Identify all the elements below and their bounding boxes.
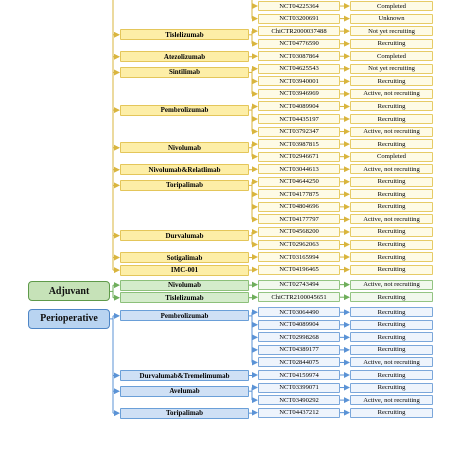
drug-box: Durvalumab xyxy=(120,230,249,241)
drug-box: Nivolumab&Relatlimab xyxy=(120,164,249,175)
trial-status-box: Recruiting xyxy=(350,189,433,199)
trial-status-box: Recruiting xyxy=(350,240,433,250)
drug-box: Toripalimab xyxy=(120,408,249,419)
trial-id-box: NCT03946969 xyxy=(258,89,340,99)
trial-id-box: NCT02998268 xyxy=(258,332,340,342)
trial-status-box: Recruiting xyxy=(350,227,433,237)
trial-status-box: Recruiting xyxy=(350,76,433,86)
trial-id-box: NCT03399071 xyxy=(258,383,340,393)
trial-id-box: NCT03490292 xyxy=(258,395,340,405)
drug-box: Tislelizumab xyxy=(120,292,249,303)
trial-status-box: Recruiting xyxy=(350,114,433,124)
drug-box: Atezolizumab xyxy=(120,51,249,62)
trial-status-box: Recruiting xyxy=(350,139,433,149)
trial-id-box: NCT04089904 xyxy=(258,320,340,330)
trial-id-box: NCT03940001 xyxy=(258,76,340,86)
trial-id-box: NCT03087864 xyxy=(258,51,340,61)
trial-id-box: ChiCTR2000037488 xyxy=(258,26,340,36)
trial-id-box: NCT04389177 xyxy=(258,345,340,355)
category-box: Perioperative xyxy=(28,309,110,329)
trial-id-box: NCT04225364 xyxy=(258,1,340,11)
trial-status-box: Recruiting xyxy=(350,370,433,380)
trial-status-box: Active, not recruiting xyxy=(350,164,433,174)
trial-status-box: Recruiting xyxy=(350,345,433,355)
trial-id-box: ChiCTR2100045651 xyxy=(258,292,340,302)
trial-id-box: NCT03044613 xyxy=(258,164,340,174)
trial-id-box: NCT03987815 xyxy=(258,139,340,149)
trial-id-box: NCT04177875 xyxy=(258,189,340,199)
trial-id-box: NCT04437212 xyxy=(258,408,340,418)
trial-status-box: Recruiting xyxy=(350,383,433,393)
trial-status-box: Active, not recruiting xyxy=(350,127,433,137)
trial-id-box: NCT04196465 xyxy=(258,265,340,275)
trial-id-box: NCT04435197 xyxy=(258,114,340,124)
drug-box: Sintilimab xyxy=(120,67,249,78)
drug-box: Durvalumab&Tremelimumab xyxy=(120,370,249,381)
trial-status-box: Recruiting xyxy=(350,39,433,49)
trial-status-box: Recruiting xyxy=(350,101,433,111)
trial-id-box: NCT04568200 xyxy=(258,227,340,237)
trial-status-box: Completed xyxy=(350,152,433,162)
drug-box: Tislelizumab xyxy=(120,29,249,40)
drug-box: Toripalimab xyxy=(120,180,249,191)
drug-box: Nivolumab xyxy=(120,280,249,291)
trial-id-box: NCT02962063 xyxy=(258,240,340,250)
trial-status-box: Active, not recruiting xyxy=(350,214,433,224)
trial-id-box: NCT04776590 xyxy=(258,39,340,49)
trial-status-box: Active, not recruiting xyxy=(350,357,433,367)
trial-status-box: Recruiting xyxy=(350,408,433,418)
trial-status-box: Recruiting xyxy=(350,332,433,342)
category-box: Adjuvant xyxy=(28,281,110,301)
trial-status-box: Recruiting xyxy=(350,307,433,317)
trial-id-box: NCT04177797 xyxy=(258,214,340,224)
drug-box: IMC-001 xyxy=(120,265,249,276)
trial-status-box: Recruiting xyxy=(350,202,433,212)
trial-status-box: Recruiting xyxy=(350,320,433,330)
trial-status-box: Unknown xyxy=(350,14,433,24)
trial-status-box: Completed xyxy=(350,1,433,11)
trial-id-box: NCT04159974 xyxy=(258,370,340,380)
trial-id-box: NCT03165994 xyxy=(258,252,340,262)
drug-box: Pembrolizumab xyxy=(120,310,249,321)
drug-box: Nivolumab xyxy=(120,142,249,153)
trial-status-box: Recruiting xyxy=(350,265,433,275)
trial-id-box: NCT02844075 xyxy=(258,357,340,367)
trial-status-box: Not yet recruiting xyxy=(350,26,433,36)
trial-id-box: NCT04625543 xyxy=(258,64,340,74)
trial-id-box: NCT03064490 xyxy=(258,307,340,317)
trial-id-box: NCT04804696 xyxy=(258,202,340,212)
drug-box: Sotigalimab xyxy=(120,252,249,263)
trial-id-box: NCT02946671 xyxy=(258,152,340,162)
trial-id-box: NCT04644250 xyxy=(258,177,340,187)
drug-box: Avelumab xyxy=(120,386,249,397)
trial-status-box: Active, not recruiting xyxy=(350,395,433,405)
trial-status-box: Active, not recruiting xyxy=(350,280,433,290)
trial-status-box: Active, not recruiting xyxy=(350,89,433,99)
trial-status-box: Recruiting xyxy=(350,252,433,262)
trial-id-box: NCT02743494 xyxy=(258,280,340,290)
trial-id-box: NCT03200691 xyxy=(258,14,340,24)
trial-id-box: NCT03792347 xyxy=(258,127,340,137)
trial-status-box: Not yet recruiting xyxy=(350,64,433,74)
drug-box: Pembrolizumab xyxy=(120,105,249,116)
trial-status-box: Recruiting xyxy=(350,292,433,302)
trial-status-box: Completed xyxy=(350,51,433,61)
trial-status-box: Recruiting xyxy=(350,177,433,187)
trial-id-box: NCT04089904 xyxy=(258,101,340,111)
